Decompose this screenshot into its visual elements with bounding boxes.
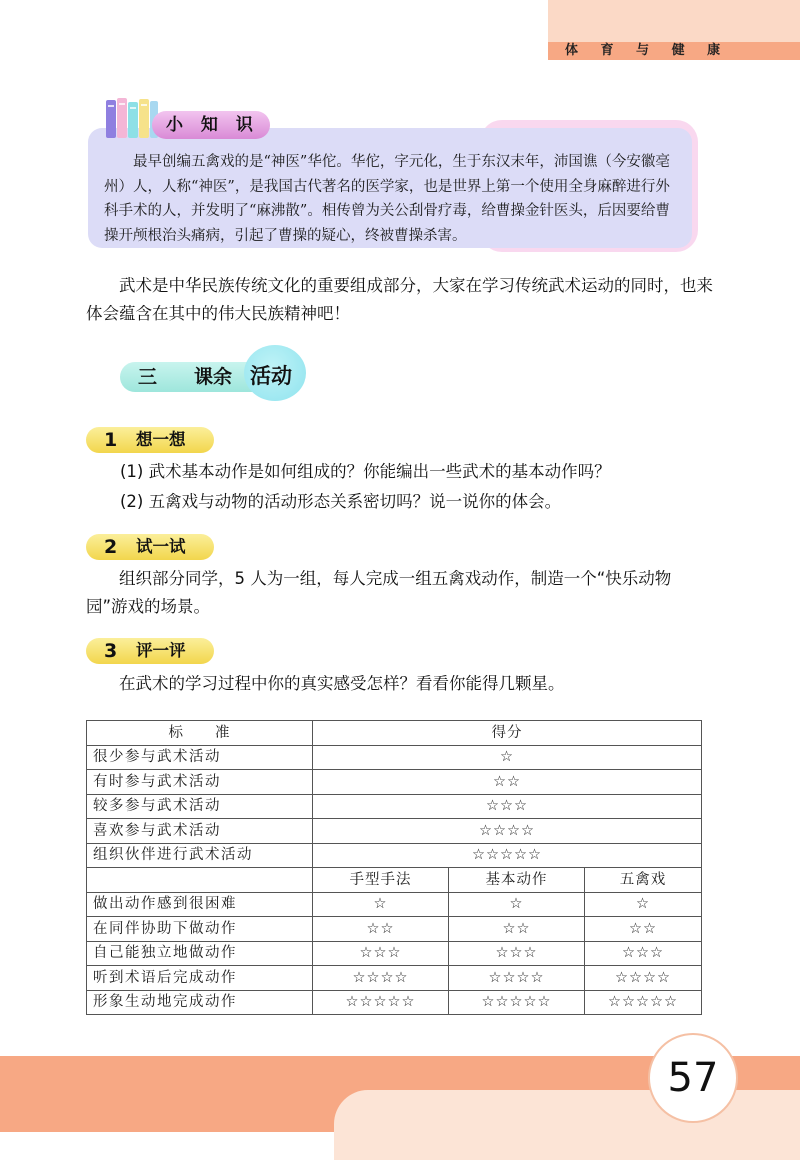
score-cell: ☆ bbox=[585, 892, 702, 917]
table-row bbox=[87, 819, 702, 844]
score-cell: ☆☆ bbox=[313, 917, 449, 942]
score-cell: ☆☆ bbox=[449, 917, 585, 942]
section-number: 三 bbox=[138, 366, 158, 388]
score-cell: ☆☆☆ bbox=[313, 794, 702, 819]
table-row bbox=[87, 770, 702, 795]
knowledge-text: 最早创编五禽戏的是“神医”华佗。华佗，字元化，生于东汉末年，沛国谯（今安徽亳州）人，人称“神医”，是我国古代著名的医学家，也是世界上第一个使用全身麻醉进行外科手术的人，并发明了“麻沸散”。相传曾为关公刮骨疗毒，给曹操金针医头，后因要给曹操开颅根治头痛病，引起了曹操的疑心，终被曹操杀害。 bbox=[104, 154, 670, 244]
section-title-a: 课余 bbox=[194, 366, 233, 388]
intro-paragraph: 武术是中华民族传统文化的重要组成部分，大家在学习传统武术运动的同时，也来体会蕴含在其中的伟大民族精神吧！ bbox=[86, 276, 713, 323]
book-title: 体 育 与 健 康 bbox=[565, 43, 730, 58]
score-cell: ☆ bbox=[313, 892, 449, 917]
score-cell: ☆☆☆☆☆ bbox=[449, 990, 585, 1015]
score-cell: ☆☆☆☆ bbox=[585, 966, 702, 991]
table-row bbox=[87, 745, 702, 770]
criterion-cell: 喜欢参与武术活动 bbox=[87, 819, 313, 844]
criterion-cell: 有时参与武术活动 bbox=[87, 770, 313, 795]
table-row bbox=[87, 843, 702, 868]
score-cell: ☆☆☆☆ bbox=[313, 966, 449, 991]
score-cell: ☆☆☆☆ bbox=[449, 966, 585, 991]
criterion-cell: 在同伴协助下做动作 bbox=[87, 917, 313, 942]
score-cell: ☆ bbox=[449, 892, 585, 917]
score-cell: ☆☆☆☆☆ bbox=[313, 843, 702, 868]
rubric-table bbox=[86, 720, 702, 1015]
score-cell: ☆☆☆☆☆ bbox=[585, 990, 702, 1015]
header-criteria: 标 准 bbox=[87, 721, 313, 746]
subheader-wuqinxi: 五禽戏 bbox=[585, 868, 702, 893]
criterion-cell: 较多参与武术活动 bbox=[87, 794, 313, 819]
table-row bbox=[87, 990, 702, 1015]
table-row bbox=[87, 941, 702, 966]
table-row bbox=[87, 892, 702, 917]
table-row bbox=[87, 794, 702, 819]
score-cell: ☆☆☆☆☆ bbox=[313, 990, 449, 1015]
try-text: 组织部分同学，5 人为一组，每人完成一组五禽戏动作，制造一个“快乐动物园”游戏的场景。 bbox=[86, 569, 672, 616]
subheader-hand: 手型手法 bbox=[313, 868, 449, 893]
table-row bbox=[87, 966, 702, 991]
step-1-label: 想一想 bbox=[136, 430, 186, 449]
section-title-b: 活动 bbox=[250, 364, 292, 388]
score-cell: ☆ bbox=[313, 745, 702, 770]
criterion-cell: 自己能独立地做动作 bbox=[87, 941, 313, 966]
subheader-basic: 基本动作 bbox=[449, 868, 585, 893]
table-header-row bbox=[87, 721, 702, 746]
header-score: 得分 bbox=[313, 721, 702, 746]
score-cell: ☆☆☆☆ bbox=[313, 819, 702, 844]
think-question-1: (1) 武术基本动作是如何组成的？你能编出一些武术的基本动作吗？ bbox=[120, 462, 611, 481]
think-question-2: (2) 五禽戏与动物的活动形态关系密切吗？说一说你的体会。 bbox=[120, 492, 562, 511]
criterion-cell: 形象生动地完成动作 bbox=[87, 990, 313, 1015]
table-row bbox=[87, 917, 702, 942]
criterion-cell: 组织伙伴进行武术活动 bbox=[87, 843, 313, 868]
blank-cell bbox=[87, 868, 313, 893]
criterion-cell: 很少参与武术活动 bbox=[87, 745, 313, 770]
step-3-label: 评一评 bbox=[136, 641, 186, 660]
score-cell: ☆☆☆ bbox=[449, 941, 585, 966]
step-3-number: 3 bbox=[104, 640, 118, 662]
score-cell: ☆☆ bbox=[313, 770, 702, 795]
step-2-label: 试一试 bbox=[136, 537, 186, 556]
score-cell: ☆☆☆ bbox=[313, 941, 449, 966]
score-cell: ☆☆ bbox=[585, 917, 702, 942]
criterion-cell: 做出动作感到很困难 bbox=[87, 892, 313, 917]
score-cell: ☆☆☆ bbox=[585, 941, 702, 966]
step-2-number: 2 bbox=[104, 536, 118, 558]
page-number: 57 bbox=[667, 1055, 719, 1101]
eval-text: 在武术的学习过程中你的真实感受怎样？看看你能得几颗星。 bbox=[119, 674, 565, 693]
table-subheader-row bbox=[87, 868, 702, 893]
criterion-cell: 听到术语后完成动作 bbox=[87, 966, 313, 991]
knowledge-label: 小 知 识 bbox=[166, 115, 259, 135]
books-icon bbox=[104, 96, 160, 140]
step-1-number: 1 bbox=[104, 429, 118, 451]
